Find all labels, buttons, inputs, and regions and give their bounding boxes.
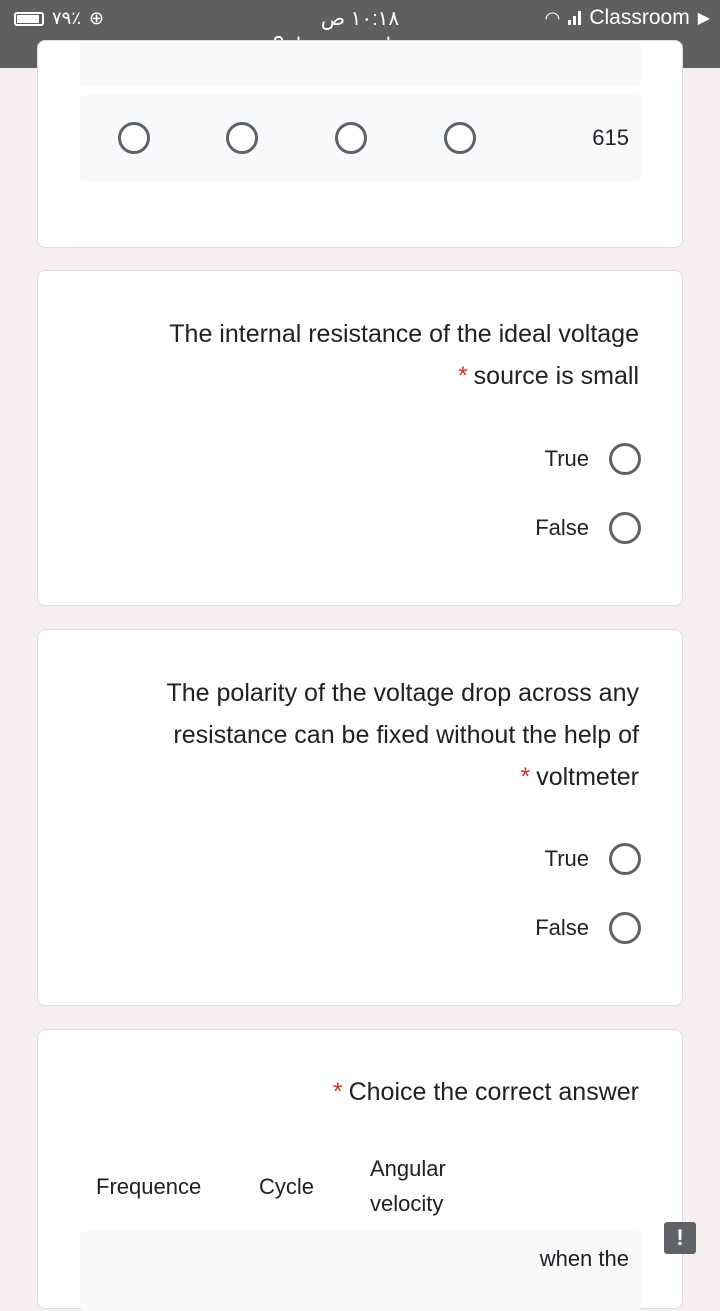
signal-icon bbox=[568, 11, 581, 25]
radio-button[interactable] bbox=[609, 512, 641, 544]
radio-button[interactable] bbox=[609, 443, 641, 475]
battery-percent: ٧٩٪ bbox=[52, 8, 82, 28]
required-asterisk: * bbox=[457, 362, 468, 390]
question-title-line-1: The internal resistance of the ideal voltage bbox=[169, 320, 639, 348]
question-title-line-1: The polarity of the voltage drop across any bbox=[166, 679, 639, 707]
radio-button[interactable] bbox=[609, 843, 641, 875]
status-right bbox=[545, 6, 710, 30]
column-label-angular-velocity: Angular velocity bbox=[370, 1156, 446, 1216]
question-title bbox=[169, 313, 639, 397]
radio-button[interactable] bbox=[609, 912, 641, 944]
question-title-line-2: resistance can be fixed without the help of bbox=[173, 721, 639, 749]
grid-row-label: when the bbox=[539, 1246, 629, 1271]
sync-icon: ⊕ bbox=[89, 8, 105, 28]
question-card-2 bbox=[37, 270, 683, 606]
play-icon: ▶ bbox=[697, 10, 710, 27]
grid-question-card bbox=[37, 40, 683, 248]
question-title: * Choice the correct answer bbox=[332, 1078, 639, 1106]
option-label: True bbox=[544, 446, 589, 471]
wifi-icon: ◠ bbox=[544, 7, 561, 28]
required-asterisk: * bbox=[332, 1078, 343, 1106]
grid-radio-4[interactable] bbox=[444, 122, 476, 154]
grid-radio-2[interactable] bbox=[226, 122, 258, 154]
required-asterisk: * bbox=[520, 763, 531, 791]
question-title-line-2: * source is small bbox=[457, 362, 639, 390]
grid-row-top-partial bbox=[80, 41, 641, 86]
option-label: False bbox=[535, 915, 589, 940]
question-title bbox=[167, 672, 640, 798]
option-label: False bbox=[535, 515, 589, 540]
question-title-line-3: * voltmeter bbox=[520, 763, 639, 791]
question-card-4 bbox=[37, 1029, 683, 1309]
column-label-frequence: Frequence bbox=[96, 1174, 202, 1199]
grid-row bbox=[80, 95, 641, 181]
clock: ١٠:١٨ ص bbox=[320, 8, 400, 30]
option-false[interactable] bbox=[535, 512, 641, 544]
option-false[interactable] bbox=[535, 912, 641, 944]
carrier-name: Classroom bbox=[589, 6, 690, 29]
feedback-icon[interactable]: ! bbox=[664, 1222, 696, 1254]
question-card-3 bbox=[37, 629, 683, 1006]
grid-row-label: 615 bbox=[592, 125, 629, 150]
grid-radio-3[interactable] bbox=[335, 122, 367, 154]
option-label: True bbox=[544, 846, 589, 871]
option-true[interactable] bbox=[545, 843, 641, 875]
option-true[interactable] bbox=[545, 443, 641, 475]
grid-radio-1[interactable] bbox=[118, 122, 150, 154]
grid-row bbox=[80, 1231, 641, 1311]
column-label-cycle: Cycle bbox=[259, 1174, 315, 1199]
